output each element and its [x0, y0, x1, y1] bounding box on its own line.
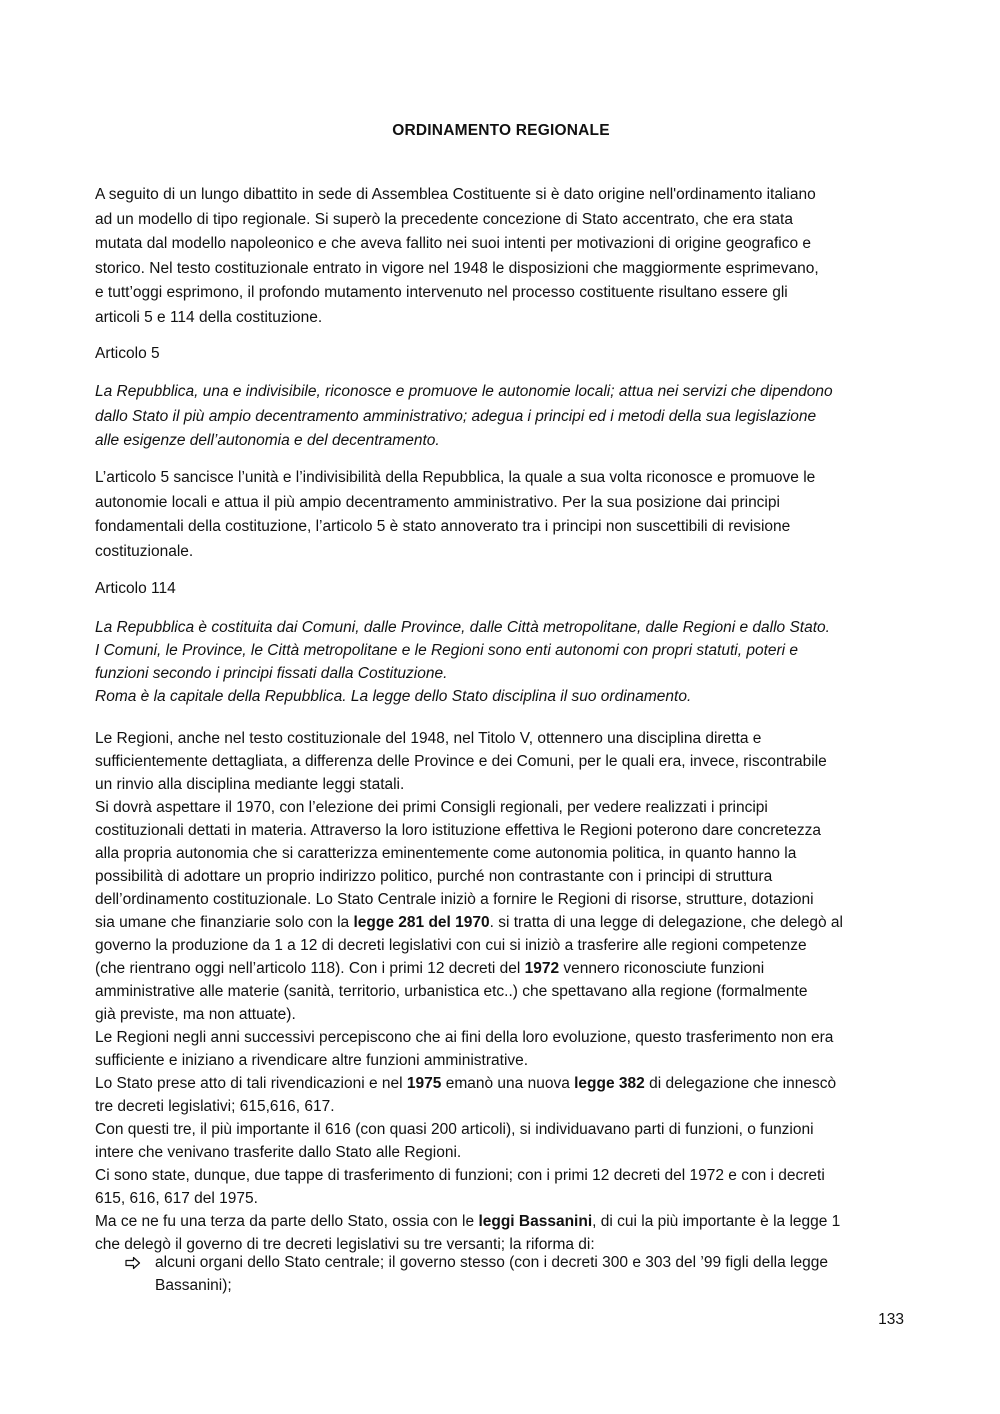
text-line: Bassanini); [155, 1277, 232, 1294]
text-line: tre decreti legislativi; 615,616, 617. [95, 1098, 335, 1115]
text-line: già previste, ma non attuate). [95, 1006, 296, 1023]
text-line: La Repubblica, una e indivisibile, riconosce e promuove le autonomie locali; attua nei servizi che dipendono [95, 383, 833, 400]
text-line: alcuni organi dello Stato centrale; il governo stesso (con i decreti 300 e 303 del ’99 figli della legge [155, 1254, 828, 1271]
text-line: Si dovrà aspettare il 1970, con l’elezione dei primi Consigli regionali, per vedere realizzati i principi [95, 799, 768, 816]
text-line: costituzionali dettati in materia. Attraverso la loro istituzione effettiva le Regioni poterono dare concretezza [95, 822, 822, 839]
text-line: fondamentali della costituzione, l’articolo 5 è stato annoverato tra i principi non suscettibili di revisione [95, 518, 791, 535]
text-line [95, 911, 907, 934]
article-5-heading: Articolo 5 [95, 345, 160, 362]
text-line [95, 1210, 907, 1233]
text-line: Roma è la capitale della Repubblica. La legge dello Stato disciplina il suo ordinamento. [95, 688, 692, 705]
text-run: sia umane che finanziarie solo con la [95, 914, 354, 931]
text-line: sufficientemente dettagliata, a differenza delle Province e dei Comuni, per le quali era, invece, riscontrabile [95, 753, 827, 770]
text-line: storico. Nel testo costituzionale entrato in vigore nel 1948 le disposizioni che maggiormente esprimevano, [95, 259, 819, 277]
text-line: un rinvio alla disciplina mediante leggi statali. [95, 776, 405, 793]
text-line: sufficiente e iniziano a rivendicare altre funzioni amministrative. [95, 1052, 529, 1069]
article-114-heading: Articolo 114 [95, 580, 176, 597]
text-run: . si tratta di una legge di delegazione, che delegò al [489, 914, 843, 931]
text-line: I Comuni, le Province, le Città metropolitane e le Regioni sono enti autonomi con propri statuti, poteri e [95, 642, 799, 659]
text-run: di delegazione che innescò [644, 1075, 837, 1092]
text-line: possibilità di adottare un proprio indirizzo politico, purché non contrastante con i principi di struttura [95, 868, 773, 885]
text-line: Con questi tre, il più importante il 616 (con quasi 200 articoli), si individuavano parti di funzioni, o funzioni [95, 1121, 814, 1138]
text-line: 615, 616, 617 del 1975. [95, 1190, 258, 1207]
text-line: dallo Stato il più ampio decentramento amministrativo; adegua i principi ed i metodi della sua legislazione [95, 407, 817, 425]
text-run: Lo Stato prese atto di tali rivendicazioni e nel [95, 1075, 407, 1092]
text-line [95, 957, 907, 980]
text-run: vennero riconosciute funzioni [559, 960, 765, 977]
bold-reference: 1972 [524, 960, 560, 977]
text-line: alle esigenze dell’autonomia e del decentramento. [95, 432, 440, 449]
text-line: intere che venivano trasferite dallo Stato alle Regioni. [95, 1144, 462, 1161]
text-line: alla propria autonomia che si caratterizza eminentemente come autonomia politica, in quanto hanno la [95, 845, 797, 862]
text-line: governo la produzione da 1 a 12 di decreti legislativi con cui si iniziò a trasferire alle regioni competenze [95, 937, 807, 954]
page-number: 133 [878, 1311, 904, 1328]
arrow-right-icon [125, 1251, 141, 1277]
text-line: L’articolo 5 sancisce l’unità e l’indivisibilità della Repubblica, la quale a sua volta riconosce e promuove le [95, 469, 816, 486]
bold-reference: legge 281 del 1970 [353, 914, 490, 931]
body-text [95, 727, 907, 1256]
text-line: amministrative alle materie (sanità, territorio, urbanistica etc..) che spettavano alla regione (formalmente [95, 983, 808, 1000]
text-line: La Repubblica è costituita dai Comuni, dalle Province, dalle Città metropolitane, dalle Regioni e dallo Stato. [95, 619, 830, 636]
text-line: Le Regioni, anche nel testo costituzionale del 1948, nel Titolo V, ottennero una disciplina diretta e [95, 730, 762, 747]
intro-paragraph [95, 183, 907, 330]
text-line: costituzionale. [95, 542, 194, 560]
text-line: ad un modello di tipo regionale. Si superò la precedente concezione di Stato accentrato, che era stata [95, 210, 793, 228]
text-line: articoli 5 e 114 della costituzione. [95, 308, 323, 326]
text-line: che delegò il governo di tre decreti legislativi su tre versanti; la riforma di: [95, 1236, 595, 1253]
text-line: funzioni secondo i principi fissati dalla Costituzione. [95, 665, 448, 682]
bullet-text [155, 1251, 915, 1297]
text-run: emanò una nuova [441, 1075, 575, 1092]
page-title: ORDINAMENTO REGIONALE [392, 122, 610, 139]
article-5-commentary [95, 466, 907, 564]
article-5-text [95, 380, 907, 454]
text-run: Ma ce ne fu una terza da parte dello Stato, ossia con le [95, 1213, 479, 1230]
bold-reference: leggi Bassanini [478, 1213, 593, 1230]
bold-reference: 1975 [406, 1075, 442, 1092]
text-line: A seguito di un lungo dibattito in sede di Assemblea Costituente si è dato origine nell'ordinamento italiano [95, 186, 816, 203]
text-run: , di cui la più importante è la legge 1 [592, 1213, 841, 1230]
text-line [95, 1072, 907, 1095]
text-line: Le Regioni negli anni successivi percepiscono che ai fini della loro evoluzione, questo trasferimento non era [95, 1029, 834, 1046]
text-run: (che rientrano oggi nell’articolo 118). Con i primi 12 decreti del [95, 960, 525, 977]
text-line: e tutt’oggi esprimono, il profondo mutamento intervenuto nel processo costituente risultano essere gli [95, 284, 788, 301]
article-114-text [95, 616, 907, 708]
bold-reference: legge 382 [574, 1075, 645, 1092]
text-line: mutata dal modello napoleonico e che aveva fallito nei suoi intenti per motivazioni di origine geografico e [95, 235, 812, 252]
text-line: dell’ordinamento costituzionale. Lo Stato Centrale iniziò a fornire le Regioni di risorse, strutture, dotazioni [95, 891, 814, 908]
text-line: Ci sono state, dunque, due tappe di trasferimento di funzioni; con i primi 12 decreti del 1972 e con i decreti [95, 1167, 825, 1184]
text-line: autonomie locali e attua il più ampio decentramento amministrativo. Per la sua posizione dai principi [95, 493, 780, 511]
